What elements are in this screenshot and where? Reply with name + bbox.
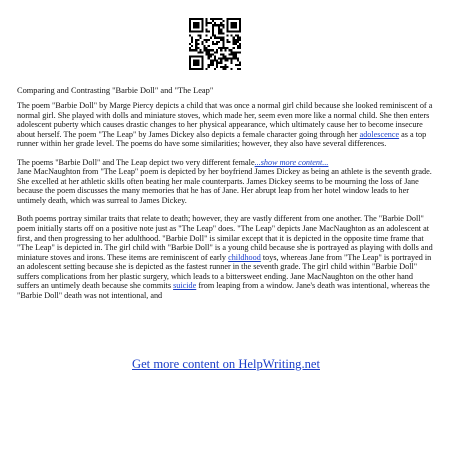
- paragraph-2-text-a: The poems "Barbie Doll" and The Leap depict two very different female: [17, 157, 255, 167]
- paragraph-1-text-b: as a top runner within her grade level. The poems do have some similarities; however, they also have several differences.: [17, 129, 427, 149]
- link-suicide[interactable]: suicide: [173, 281, 197, 291]
- cta-banner: [0, 357, 452, 371]
- get-more-content-link[interactable]: Get more content on HelpWriting.net: [132, 357, 320, 371]
- show-more-content-link[interactable]: ...show more content...: [254, 157, 329, 167]
- document-body: [17, 101, 437, 309]
- link-childhood[interactable]: childhood: [228, 252, 261, 262]
- paragraph-2-text-b: Jane MacNaughton from "The Leap" poem is depicted by her boyfriend James Dickey as being an athlete is the seventh grade. She excelled at her athletic skills often beating her male counterparts. James Dickey seems to be mourning the loss of Jane because the poem discusses the many memories that he has of Jane. Her abrupt leap from her hotel window leads to her untimely death, which was surreal to James Dickey.: [17, 167, 432, 205]
- qr-code-icon[interactable]: [189, 18, 241, 70]
- paragraph-3-text-a: Both poems portray similar traits that relate to death; however, they are vastly different from one another. The "Barbie Doll" poem initially starts off on a positive note just as "The Leap" does. "The Leap" depicts Jane MacNaughton as an adolescent at first, and then progressing to her adulthood. "Barbie Doll" is similar except that it is depicted in the opposite time frame that "The Leap" is depicted in. The girl child with "Barbie Doll" is a young child because she is portrayed as playing with dolls and miniature stoves and irons. These items are reminiscent of early: [17, 214, 433, 262]
- document-title: Comparing and Contrasting "Barbie Doll" and "The Leap": [17, 86, 214, 95]
- paragraph-1: [17, 101, 437, 149]
- paragraph-3-text-c: from leaping from a window. Jane's death was intentional, whereas the "Barbie Doll" death was not intentional, and: [17, 281, 430, 300]
- paragraph-3: [17, 214, 437, 300]
- paragraph-3-text-b: toys, whereas Jane from "The Leap" is portrayed in an adolescent setting because she is depicted as the fastest runner in the seventh grade. The girl child within "Barbie Doll" suffers complications from her plastic surgery, which leads to a bittersweet ending. Jane MacNaughton on the other hand suffers an untimely death because she commits: [17, 252, 432, 291]
- link-adolescence[interactable]: adolescence: [359, 129, 400, 139]
- paragraph-1-text-a: The poem "Barbie Doll" by Marge Piercy depicts a child that was once a normal girl child because she looked reminiscent of a normal girl. She played with dolls and miniature stoves, which made her, seem even more like a normal child. She then enters adolescent puberty which causes drastic changes to her physical appearance, which ultimately cause her to become insecure about herself. The poem "The Leap" by James Dickey also depicts a female character going through her: [17, 101, 433, 139]
- paragraph-2: [17, 158, 437, 206]
